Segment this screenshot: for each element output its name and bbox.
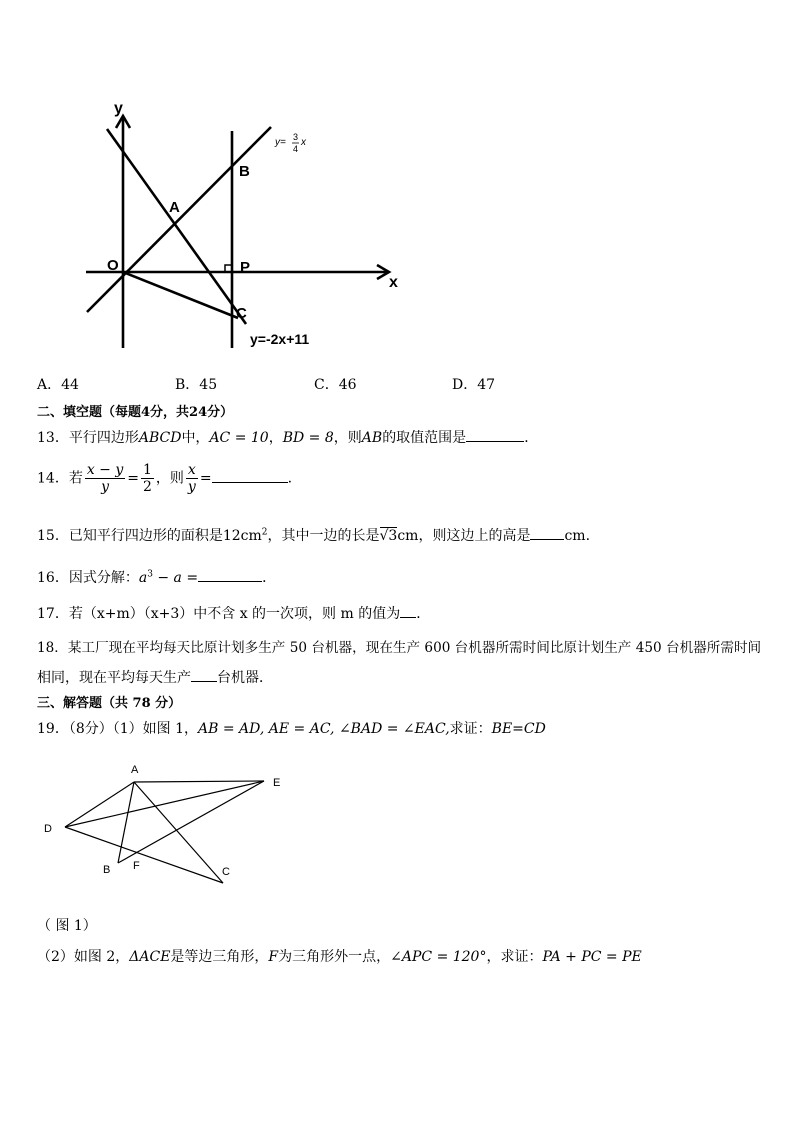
question-17: 17．若（x+m）（x+3）中不含 x 的一次项，则 m 的值为 ． <box>37 606 431 622</box>
point-b-label: B <box>239 163 250 180</box>
answer-blank-17[interactable] <box>400 605 416 618</box>
label-c: C <box>222 866 230 878</box>
answer-blank-18[interactable] <box>191 669 217 682</box>
segment-ad <box>65 782 134 827</box>
point-c-label: C <box>236 305 247 322</box>
question-15: 15．已知平行四边形的面积是$12cm^2$，其中一边的长是√3cm，则这边上的高是 cm. <box>37 527 591 544</box>
coordinate-figure <box>0 0 420 360</box>
question-13: 13．平行四边形ABCD中，AC = 10，BD = 8，则AB的取值范围是 ． <box>37 430 539 446</box>
answer-blank-14[interactable] <box>212 470 288 483</box>
question-19-part2: （2）如图 2，ΔACE是等边三角形，F为三角形外一点，∠APC = 120°，求证：PA + PC = PE <box>37 949 642 965</box>
segment-dc <box>65 827 223 883</box>
line-3-4-x <box>87 127 271 312</box>
option-d[interactable]: D．47 <box>452 377 496 393</box>
line-bottom-label: y=-2x+11 <box>250 331 310 347</box>
section2-title: 二、填空题（每题4分，共24分） <box>37 405 234 420</box>
line-top-var: x <box>301 137 306 148</box>
label-f: F <box>133 860 140 872</box>
segment-be <box>118 781 264 863</box>
line-top-frac-num: 3 <box>293 132 299 142</box>
label-e: E <box>273 777 281 789</box>
question-19: 19．（8分）（1）如图 1，AB = AD, AE = AC, ∠BAD = ∠EAC,求证：BE=CD <box>37 721 546 737</box>
label-d: D <box>44 823 52 835</box>
question-18: 18．某工厂现在平均每天比原计划多生产 50 台机器，现在生产 600 台机器所需时间比原计划生产 450 台机器所需时间 <box>37 640 762 656</box>
segment-oc <box>123 272 238 318</box>
answer-blank-16[interactable] <box>198 569 262 582</box>
option-c[interactable]: C．46 <box>314 377 357 393</box>
option-a[interactable]: A．44 <box>37 377 79 393</box>
point-o-label: O <box>107 257 119 274</box>
question-18-line2: 相同，现在平均每天生产 台机器． <box>37 670 273 686</box>
label-b: B <box>103 864 111 876</box>
point-p-label: P <box>240 259 251 276</box>
question-14: 14．若 $\frac{x - y}{y}$ = $\frac{1}{2}$ ，则 $\frac{x}{y}$ = . <box>37 462 293 495</box>
section3-title: 三、解答题（共 78 分） <box>37 696 182 711</box>
option-b[interactable]: B．45 <box>175 377 218 393</box>
axis-x-label: x <box>389 274 398 291</box>
question-16: 16．因式分解：$a^3 - a$ = ． <box>37 569 277 586</box>
segment-de <box>65 781 264 827</box>
answer-blank-13[interactable] <box>466 429 524 442</box>
point-a-label: A <box>169 199 180 216</box>
label-a: A <box>131 764 139 776</box>
segment-ae <box>134 781 264 782</box>
answer-blank-15[interactable] <box>530 527 564 540</box>
line-top-frac-den: 4 <box>293 144 299 154</box>
figure2-caption: （ 图 1） <box>37 918 97 934</box>
line-top-label: y= <box>275 137 286 148</box>
triangle-figure <box>0 755 300 885</box>
axis-y-label: y <box>114 100 123 117</box>
